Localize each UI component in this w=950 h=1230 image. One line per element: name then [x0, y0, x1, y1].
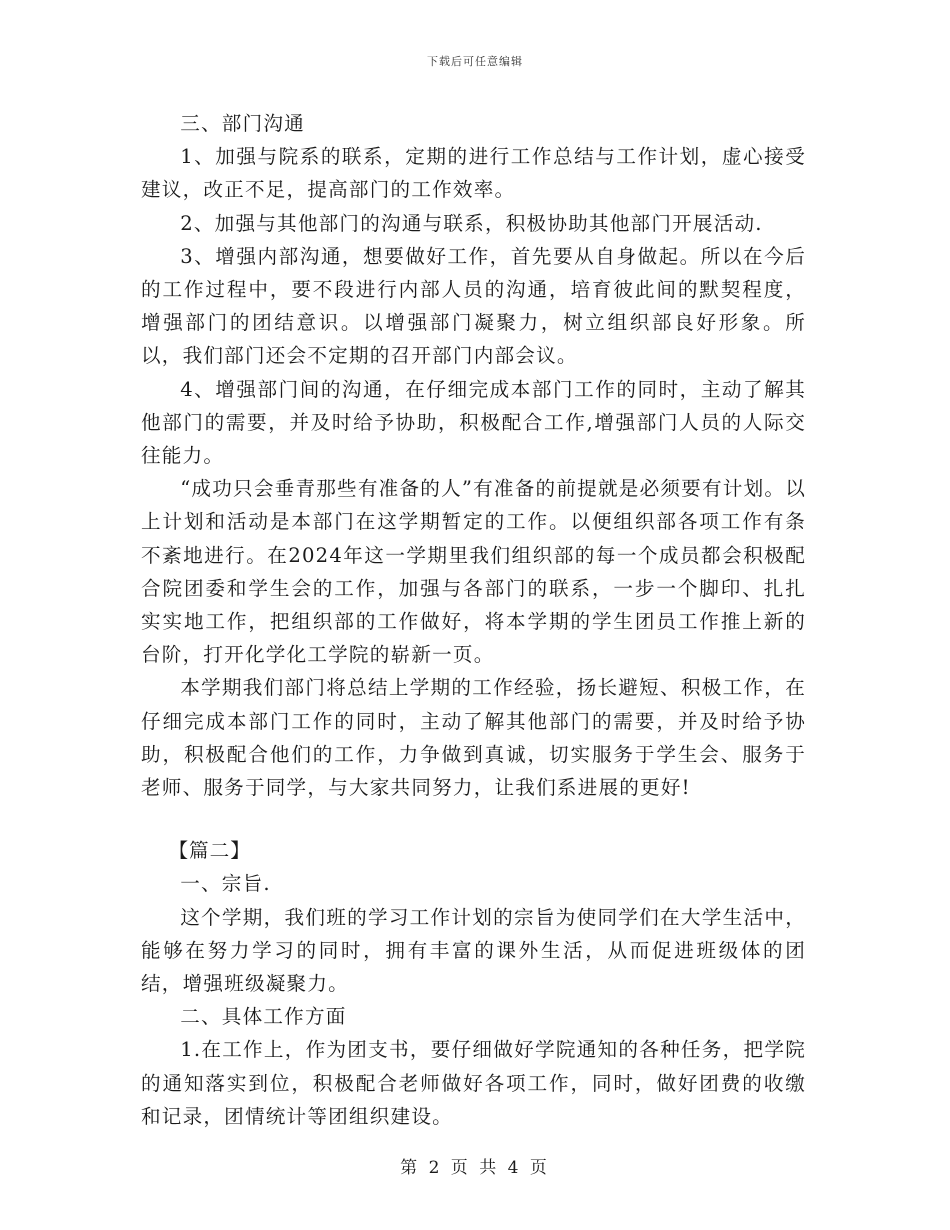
section-title-communication: 三、部门沟通	[180, 112, 305, 135]
part-two-section1-text: 这个学期，我们班的学习工作计划的宗旨为使同学们在大学生活中，能够在努力学习的同时，拥有丰富的课外生活，从而促进班级体的团结，增强班级凝聚力。	[141, 905, 806, 996]
page-header-note: 下载后可任意编辑	[427, 55, 523, 68]
paragraph-item-1: 1、加强与院系的联系，定期的进行工作总结与工作计划，虚心接受建议，改正不足，提高部门的工作效率。	[141, 145, 806, 202]
paragraph-item-4: 4、增强部门间的沟通，在仔细完成本部门工作的同时，主动了解其他部门的需要，并及时给予协助，积极配合工作,增强部门人员的人际交往能力。	[141, 377, 806, 468]
part-two-section2-item1: 1.在工作上，作为团支书，要仔细做好学院通知的各种任务，把学院的通知落实到位，积极配合老师做好各项工作，同时，做好团费的收缴和记录，团情统计等团组织建设。	[141, 1038, 806, 1128]
part-two-section1-title: 一、宗旨.	[180, 872, 271, 896]
page-footer: 第 2 页 共 4 页	[400, 1158, 550, 1178]
paragraph-item-3: 3、增强内部沟通，想要做好工作，首先要从自身做起。所以在今后的工作过程中，要不段进行内部人员的沟通，培育彼此间的默契程度，增强部门的团结意识。以增强部门凝聚力，树立组织部良好形象。所以，我们部门还会不定期的召开部门内部会议。	[141, 244, 806, 368]
part-two-section2-title: 二、具体工作方面	[180, 1005, 347, 1029]
part-two-title: 【篇二】	[168, 839, 251, 863]
paragraph-item-2: 2、加强与其他部门的沟通与联系，积极协助其他部门开展活动.	[180, 211, 763, 235]
section-gap	[141, 804, 806, 834]
paragraph-success: “成功只会垂青那些有准备的人”有准备的前提就是必须要有计划。以上计划和活动是本部门在这学期暂定的工作。以便组织部各项工作有条不紊地进行。在2024年这一学期里我们组织部的每一个成员都会积极配合院团委和学生会的工作，加强与各部门的联系，一步一个脚印、扎扎实实地工作，把组织部的工作做好，将本学期的学生团员工作推上新的台阶，打开化学化工学院的崭新一页。	[141, 477, 806, 667]
paragraph-summary: 本学期我们部门将总结上学期的工作经验，扬长避短、积极工作，在仔细完成本部门工作的同时，主动了解其他部门的需要，并及时给予协助，积极配合他们的工作，力争做到真诚，切实服务于学生会、服务于老师、服务于同学，与大家共同努力，让我们系进展的更好!	[141, 676, 806, 800]
document-body	[141, 107, 806, 1133]
